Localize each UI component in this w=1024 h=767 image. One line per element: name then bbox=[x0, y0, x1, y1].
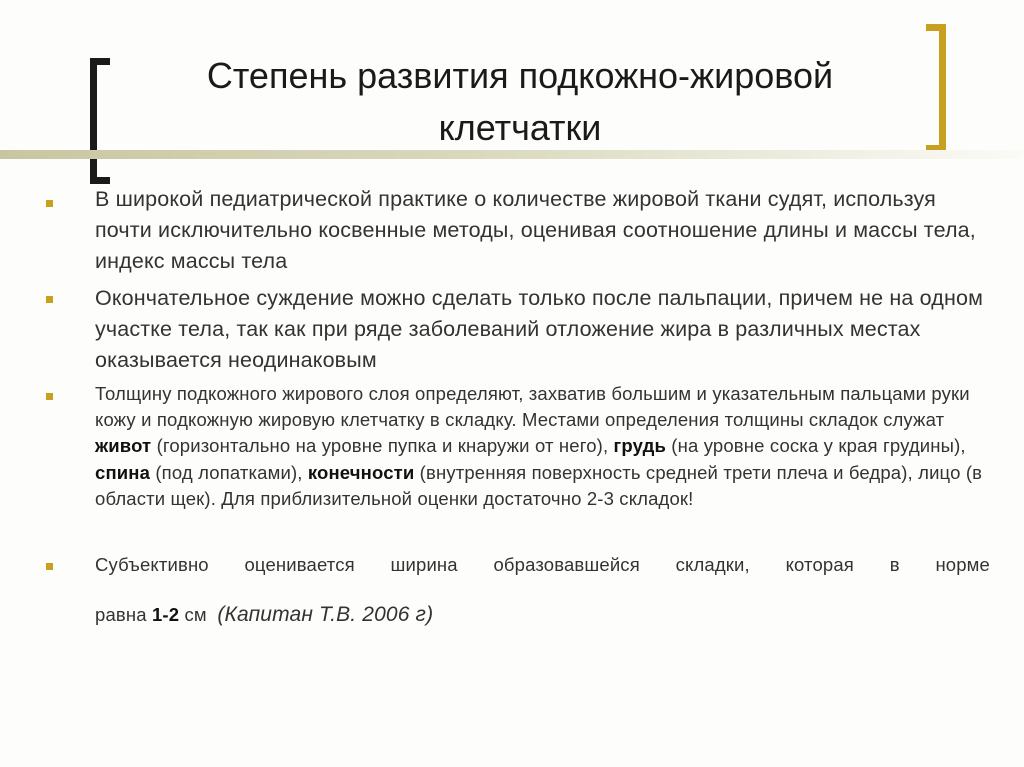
bullet-4-text-part: равна bbox=[95, 604, 152, 625]
bullet-marker-icon bbox=[46, 296, 53, 303]
bullet-3-text-part: (внутренняя поверхность средней трети плеча и бедра), лицо (в области щек). Для приблизительной оценки достаточно 2-3 складок! bbox=[95, 461, 983, 509]
title-line-2: клетчатки bbox=[438, 107, 602, 148]
keyword-chest: грудь bbox=[613, 435, 667, 457]
bullet-3-text-part: (под лопатками), bbox=[150, 461, 308, 483]
norm-value: 1-2 bbox=[151, 604, 180, 625]
bullet-text-4-line-1: Субъективно оценивается ширина образовавшейся складки, которая в норме bbox=[95, 554, 990, 575]
bullet-marker-icon bbox=[46, 200, 53, 207]
bullet-text-3 bbox=[95, 381, 990, 512]
right-bracket-decoration bbox=[926, 24, 946, 152]
bullet-marker-icon bbox=[46, 393, 53, 400]
bullet-3-text-part: (на уровне соска у края грудины), bbox=[666, 435, 966, 457]
keyword-limbs: конечности bbox=[307, 461, 415, 483]
title-line-1: Степень развития подкожно-жировой bbox=[206, 55, 834, 96]
left-bracket-decoration bbox=[90, 58, 110, 184]
title-divider bbox=[0, 150, 1024, 159]
bullet-text-1: В широкой педиатрической практике о количестве жировой ткани судят, используя почти исключительно косвенные методы, оценивая соотношение длины и массы тела, индекс массы тела bbox=[95, 187, 976, 273]
slide-title bbox=[150, 50, 890, 154]
bullet-text-4-line-2 bbox=[95, 600, 990, 630]
norm-unit: см bbox=[179, 604, 207, 625]
keyword-back: спина bbox=[95, 461, 151, 483]
bullet-3-text-part: (горизонтально на уровне пупка и кнаружи от него), bbox=[151, 435, 614, 457]
bullet-marker-icon bbox=[46, 563, 53, 570]
bullet-3-text-part: Толщину подкожного жирового слоя определяют, захватив большим и указательным пальцами руки кожу и подкожную жировую клетчатку в складку. Местами определения толщины складок служат bbox=[95, 383, 970, 431]
keyword-abdomen: живот bbox=[95, 435, 152, 457]
bullet-text-2: Окончательное суждение можно сделать только после пальпации, причем не на одном участке тела, так как при ряде заболеваний отложение жира в различных местах оказывается неодинаковым bbox=[95, 286, 984, 372]
citation: (Капитан Т.В. 2006 г) bbox=[217, 603, 434, 626]
